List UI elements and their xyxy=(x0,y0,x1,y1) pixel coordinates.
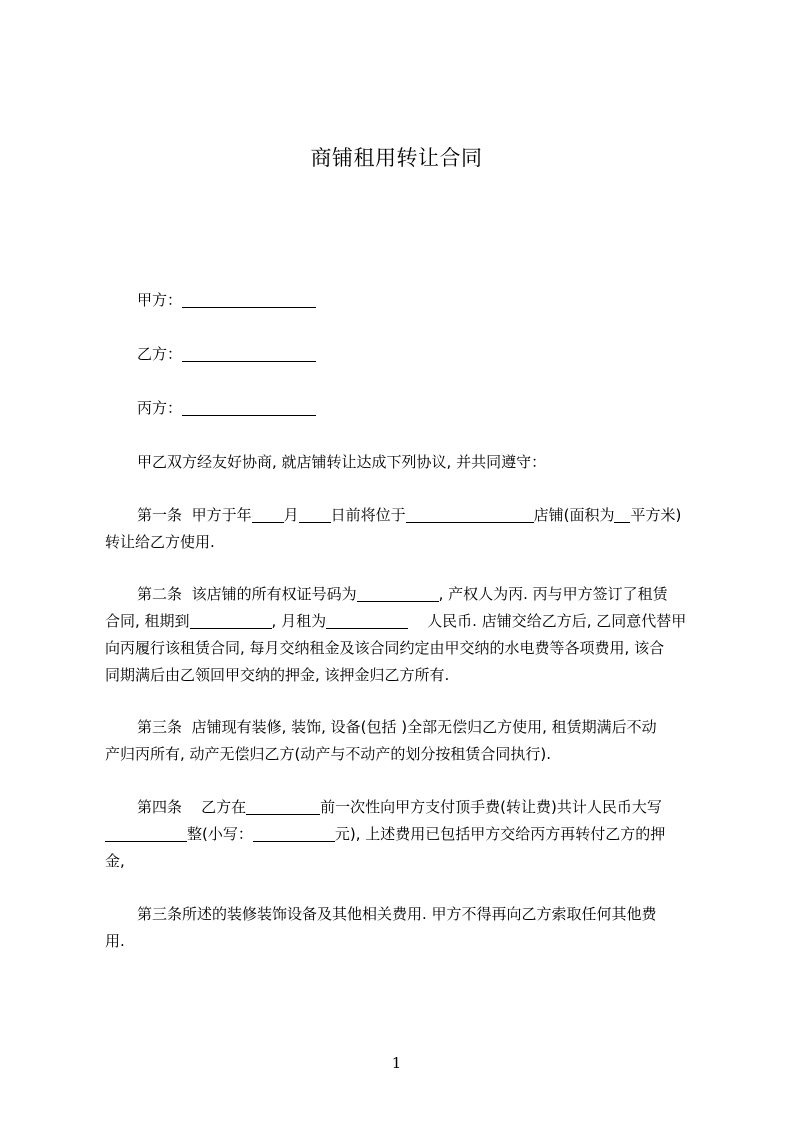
article3-label: 第三条 xyxy=(137,718,183,736)
article3-line2: 产归丙所有, 动产无偿归乙方(动产与不动产的划分按租赁合同执行). xyxy=(105,745,552,763)
party-b-label: 乙方： xyxy=(137,345,183,363)
article2-label: 第二条 xyxy=(137,585,183,603)
article2-text-2: , 产权人为丙. 丙与甲方签订了租赁 xyxy=(438,585,668,603)
party-a-blank xyxy=(182,291,316,308)
party-a-line xyxy=(105,286,732,314)
article1-text-1: 甲方于年 xyxy=(191,506,252,524)
article2-blank-3 xyxy=(326,612,408,629)
article5-line1: 第三条所述的装修装饰设备及其他相关费用. 甲方不得再向乙方索取任何其他费 xyxy=(137,905,657,923)
party-c-blank xyxy=(182,399,316,416)
article4-label: 第四条 xyxy=(137,798,183,816)
article1-text-3: 日前将位于 xyxy=(330,506,406,524)
article1-blank-2 xyxy=(299,506,331,523)
article1-text-4: 店铺(面积为 xyxy=(533,506,615,524)
article1-blank-1 xyxy=(252,506,284,523)
article2-text-3: 合同, 租期到 xyxy=(105,612,190,630)
article2-text-1: 该店铺的所有权证号码为 xyxy=(191,585,357,603)
article4-text-1: 乙方在 xyxy=(201,798,247,816)
party-c-line xyxy=(105,394,732,422)
article4-line2 xyxy=(105,820,700,848)
article2-blank-2 xyxy=(190,612,272,629)
contract-title: 商铺租用转让合同 xyxy=(310,146,483,170)
article4-line1 xyxy=(105,793,732,821)
article4-blank-3 xyxy=(253,825,335,842)
article5-line2: 用. xyxy=(105,932,125,950)
article1-text-2: 月 xyxy=(283,506,299,524)
article2-line2 xyxy=(105,607,700,635)
party-b-blank xyxy=(182,345,316,362)
article4-line3: 金, xyxy=(105,852,125,870)
article4-blank-1 xyxy=(246,798,320,815)
article1-blank-3 xyxy=(406,506,534,523)
article2-line4: 同期满后由乙领回甲交纳的押金, 该押金归乙方所有. xyxy=(105,666,450,684)
article2-blank-1 xyxy=(357,585,439,602)
article2-line1 xyxy=(105,580,732,608)
article2-text-5: 人民币. 店铺交给乙方后, 乙同意代替甲 xyxy=(427,612,687,630)
party-b-line xyxy=(105,340,732,368)
article4-text-3: 整(小写： xyxy=(187,825,253,843)
article1-text-5: 平方米) xyxy=(630,506,682,524)
page-number: 1 xyxy=(391,1054,402,1072)
article2-line3: 向丙履行该租赁合同, 每月交纳租金及该合同约定由甲交纳的水电费等各项费用, 该合 xyxy=(105,639,665,657)
article1-line1 xyxy=(105,501,732,529)
article4-text-4: 元), 上述费用已包括甲方交给丙方再转付乙方的押 xyxy=(334,825,666,843)
article1-label: 第一条 xyxy=(137,506,183,524)
article3-text-1: 店铺现有装修, 装饰, 设备(包括 )全部无偿归乙方使用, 租赁期满后不动 xyxy=(191,718,657,736)
party-c-label: 丙方： xyxy=(137,399,183,417)
article4-text-2: 前一次性向甲方支付顶手费(转让费)共计人民币大写 xyxy=(320,798,662,816)
intro-paragraph: 甲乙双方经友好协商, 就店铺转让达成下列协议, 并共同遵守： xyxy=(137,453,547,471)
article1-line2: 转让给乙方使用. xyxy=(105,533,215,551)
article3-line1 xyxy=(105,713,732,741)
article1-blank-4 xyxy=(614,506,630,523)
article2-text-4: , 月租为 xyxy=(271,612,327,630)
article4-blank-2 xyxy=(105,825,187,842)
party-a-label: 甲方： xyxy=(137,291,183,309)
